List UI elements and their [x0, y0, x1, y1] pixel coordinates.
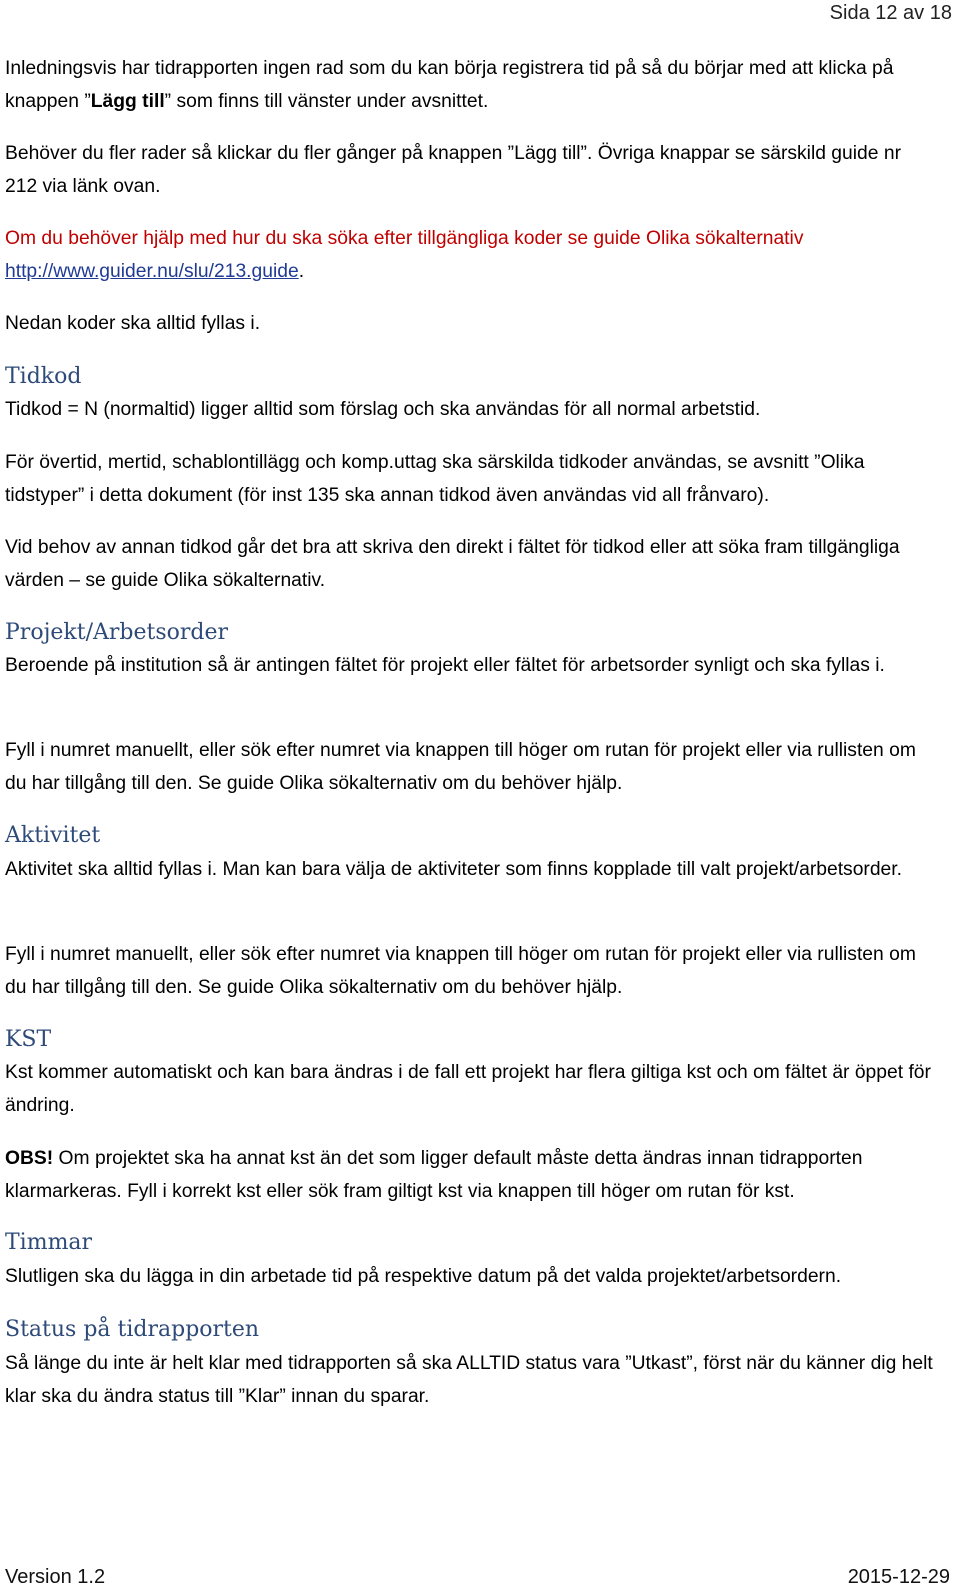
guide-link[interactable]: http://www.guider.nu/slu/213.guide: [5, 261, 299, 282]
projekt-paragraph-2: Fyll i numret manuellt, eller sök efter numret via knappen till höger om rutan för projekt eller via rullisten om du har tillgång till den. Se guide Olika sökalternativ om du behöver hjälp.: [5, 740, 916, 794]
heading-status: Status på tidrapporten: [5, 1317, 260, 1342]
help-text: Om du behöver hjälp med hur du ska söka efter tillgängliga koder se guide Olika sökalternativ: [5, 228, 804, 249]
obs-bold: OBS!: [5, 1148, 54, 1169]
footer-version: Version 1.2: [5, 1566, 106, 1588]
kst-obs-text: Om projektet ska ha annat kst än det som ligger default måste detta ändras innan tidrapporten klarmarkeras. Fyll i korrekt kst eller sök fram giltigt kst via knappen till höger om rutan för kst.: [5, 1148, 863, 1202]
lagg-till-bold: Lägg till: [90, 91, 165, 112]
intro-text-end: ” som finns till vänster under avsnittet.: [164, 91, 489, 112]
help-paragraph: [5, 222, 935, 288]
page-number: Sida 12 av 18: [829, 2, 952, 24]
aktivitet-paragraph-2: Fyll i numret manuellt, eller sök efter numret via knappen till höger om rutan för projekt eller via rullisten om du har tillgång till den. Se guide Olika sökalternativ om du behöver hjälp.: [5, 944, 916, 998]
heading-kst: KST: [5, 1027, 52, 1052]
kst-paragraph-2: [5, 1142, 935, 1208]
heading-timmar: Timmar: [5, 1230, 93, 1255]
help-period: .: [298, 261, 305, 282]
intro-paragraph-1: [5, 52, 935, 118]
intro-paragraph-2: Behöver du fler rader så klickar du fler gånger på knappen ”Lägg till”. Övriga knappar se särskild guide nr 212 via länk ovan.: [5, 143, 901, 197]
tidkod-paragraph-1: Tidkod = N (normaltid) ligger alltid som förslag och ska användas för all normal arbetstid.: [5, 399, 761, 420]
intro-text: Inledningsvis har tidrapporten ingen rad som du kan börja registrera tid på så du börjar med att klicka på knappen ”: [5, 58, 894, 112]
tidkod-paragraph-2: För övertid, mertid, schablontillägg och komp.uttag ska särskilda tidkoder användas, se avsnitt ”Olika tidstyper” i detta dokument (för inst 135 ska annan tidkod även användas vid all frånvaro).: [5, 452, 865, 506]
tidkod-paragraph-3: Vid behov av annan tidkod går det bra att skriva den direkt i fältet för tidkod eller att söka fram tillgängliga värden – se guide Olika sökalternativ.: [5, 537, 900, 591]
footer-date: 2015-12-29: [847, 1566, 950, 1588]
heading-projekt: Projekt/Arbetsorder: [5, 620, 229, 645]
timmar-paragraph: Slutligen ska du lägga in din arbetade tid på respektive datum på det valda projektet/arbetsordern.: [5, 1266, 842, 1287]
heading-aktivitet: Aktivitet: [5, 823, 101, 848]
status-paragraph: Så länge du inte är helt klar med tidrapporten så ska ALLTID status vara ”Utkast”, först när du känner dig helt klar ska du ändra status till ”Klar” innan du sparar.: [5, 1353, 933, 1407]
projekt-paragraph-1: Beroende på institution så är antingen fältet för projekt eller fältet för arbetsorder synligt och ska fyllas i.: [5, 655, 885, 676]
heading-tidkod: Tidkod: [5, 364, 82, 389]
aktivitet-paragraph-1: Aktivitet ska alltid fyllas i. Man kan bara välja de aktiviteter som finns kopplade till valt projekt/arbetsorder.: [5, 859, 902, 880]
intro-paragraph-4: Nedan koder ska alltid fyllas i.: [5, 313, 261, 334]
kst-paragraph-1: Kst kommer automatiskt och kan bara ändras i de fall ett projekt har flera giltiga kst och om fältet är öppet för ändring.: [5, 1062, 931, 1116]
